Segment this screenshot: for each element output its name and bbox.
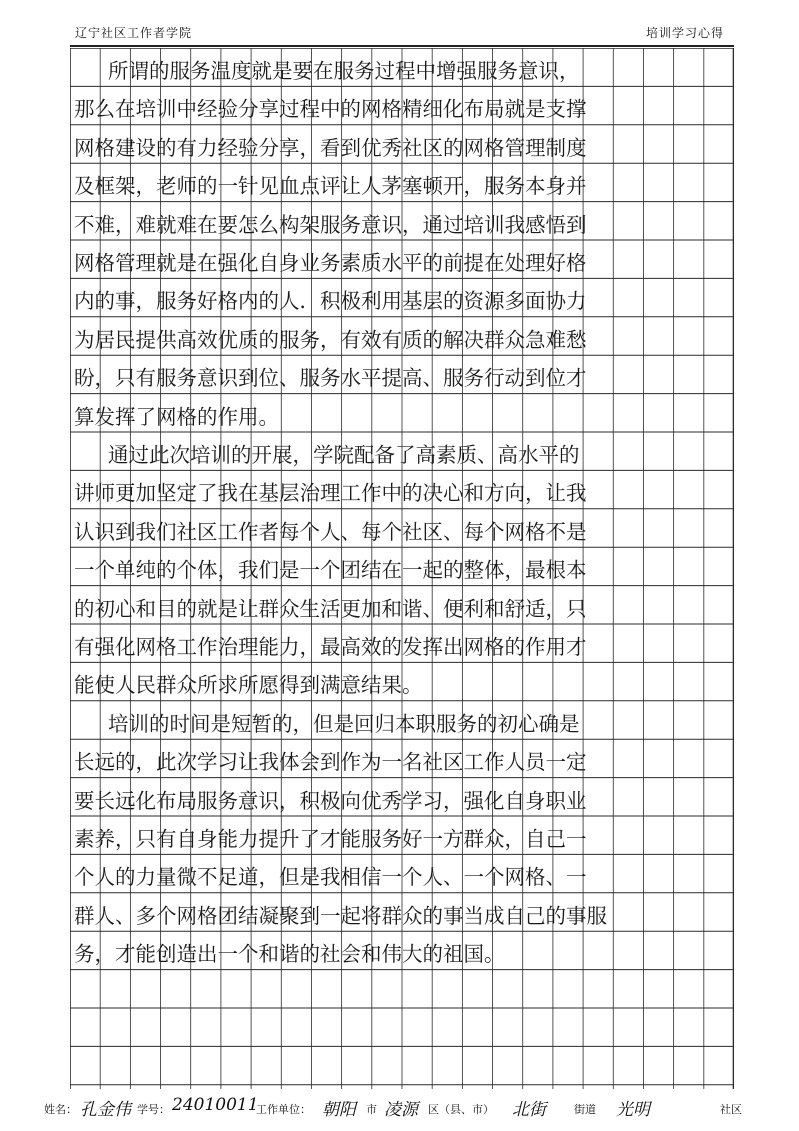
document-type: 培训学习心得 xyxy=(645,26,724,40)
unit-label: 工作单位： xyxy=(256,1103,311,1116)
essay-line xyxy=(70,359,738,397)
essay-line-text: 所谓的服务温度就是要在服务过程中增强服务意识， xyxy=(108,59,580,83)
footer-info xyxy=(44,1093,754,1125)
essay-line xyxy=(70,705,738,743)
essay-line-text: 盼，只有服务意识到位、服务水平提高、服务行动到位才 xyxy=(74,366,587,391)
essay-line-text: 认识到我们社区工作者每个人、每个社区、每个网格不是 xyxy=(74,519,587,544)
essay-line xyxy=(70,743,738,781)
essay-line xyxy=(70,897,738,935)
essay-line-text: 通过此次培训的开展，学院配备了高素质、高水平的 xyxy=(108,443,580,467)
essay-line xyxy=(70,590,738,628)
essay-line-text: 那么在培训中经验分享过程中的网格精细化布局就是支撑 xyxy=(74,97,587,122)
essay-line xyxy=(70,474,738,512)
city-value: 朝阳 xyxy=(322,1100,356,1120)
district-suffix: 区（县、市） xyxy=(428,1103,494,1116)
essay-line xyxy=(70,782,738,820)
id-value: 24010011 xyxy=(172,1095,259,1115)
essay-line-text: 培训的时间是短暂的，但是回归本职服务的初心确是 xyxy=(108,711,580,736)
essay-line xyxy=(70,551,738,589)
essay-line-text: 有强化网格工作治理能力，最高效的发挥出网格的作用才 xyxy=(74,635,587,659)
essay-line-text: 内的事，服务好格内的人．积极利用基层的资源多面协力 xyxy=(74,289,587,314)
institute-name: 辽宁社区工作者学院 xyxy=(75,26,193,40)
essay-line-text: 群人、多个网格团结凝聚到一起将群众的事当成自己的事服 xyxy=(74,903,607,928)
essay-line xyxy=(70,935,738,973)
essay-line-text: 一个单纯的个体，我们是一个团结在一起的整体，最根本 xyxy=(74,558,587,583)
essay-line xyxy=(70,167,738,205)
essay-line xyxy=(70,513,738,551)
essay-line xyxy=(70,436,738,474)
essay-line xyxy=(70,858,738,896)
district-value: 凌源 xyxy=(384,1100,418,1120)
street-suffix: 街道 xyxy=(574,1103,596,1116)
essay-line-text: 讲师更加坚定了我在基层治理工作中的决心和方向，让我 xyxy=(74,481,587,506)
essay-line-text: 及框架，老师的一针见血点评让人茅塞顿开，服务本身并 xyxy=(74,174,587,199)
essay-line xyxy=(70,398,738,436)
essay-line-text: 不难，难就难在要怎么构架服务意识，通过培训我感悟到 xyxy=(74,212,587,237)
essay-line-text: 网格建设的有力经验分享，看到优秀社区的网格管理制度 xyxy=(74,135,587,160)
essay-line-text: 的初心和目的就是让群众生活更加和谐、便利和舒适，只 xyxy=(74,596,587,621)
community-suffix: 社区 xyxy=(720,1103,742,1116)
essay-line xyxy=(70,206,738,244)
essay-line xyxy=(70,321,738,359)
essay-line-text: 要长远化布局服务意识，积极向优秀学习，强化自身职业 xyxy=(74,788,587,813)
essay-line xyxy=(70,90,738,128)
essay-line xyxy=(70,129,738,167)
essay-line-text: 网格管理就是在强化自身业务素质水平的前提在处理好格 xyxy=(74,251,587,275)
id-label: 学号： xyxy=(137,1103,170,1116)
essay-line xyxy=(70,820,738,858)
essay-line-text: 务，才能创造出一个和谐的社会和伟大的祖国。 xyxy=(74,942,505,967)
essay-line-text: 个人的力量微不足道，但是我相信一个人、一个网格、一 xyxy=(74,865,587,890)
essay-line-text: 为居民提供高效优质的服务，有效有质的解决群众急难愁 xyxy=(74,327,587,352)
writing-grid xyxy=(70,48,734,1089)
essay-line xyxy=(70,282,738,320)
essay-line-text: 长远的，此次学习让我体会到作为一名社区工作人员一定 xyxy=(74,750,587,775)
essay-line xyxy=(70,244,738,282)
name-value: 孔金伟 xyxy=(80,1100,131,1120)
essay-line xyxy=(70,628,738,666)
city-suffix: 市 xyxy=(366,1103,377,1116)
essay-line xyxy=(70,52,738,90)
essay-line-text: 能使人民群众所求所愿得到满意结果。 xyxy=(74,673,423,698)
header-divider xyxy=(70,45,734,47)
essay-line-text: 算发挥了网格的作用。 xyxy=(74,404,279,429)
essay-line xyxy=(70,666,738,704)
street-value: 北街 xyxy=(512,1100,546,1120)
essay-line-text: 素养，只有自身能力提升了才能服务好一方群众，自己一 xyxy=(74,827,587,851)
name-label: 姓名： xyxy=(44,1103,77,1116)
community-value: 光明 xyxy=(616,1100,650,1120)
